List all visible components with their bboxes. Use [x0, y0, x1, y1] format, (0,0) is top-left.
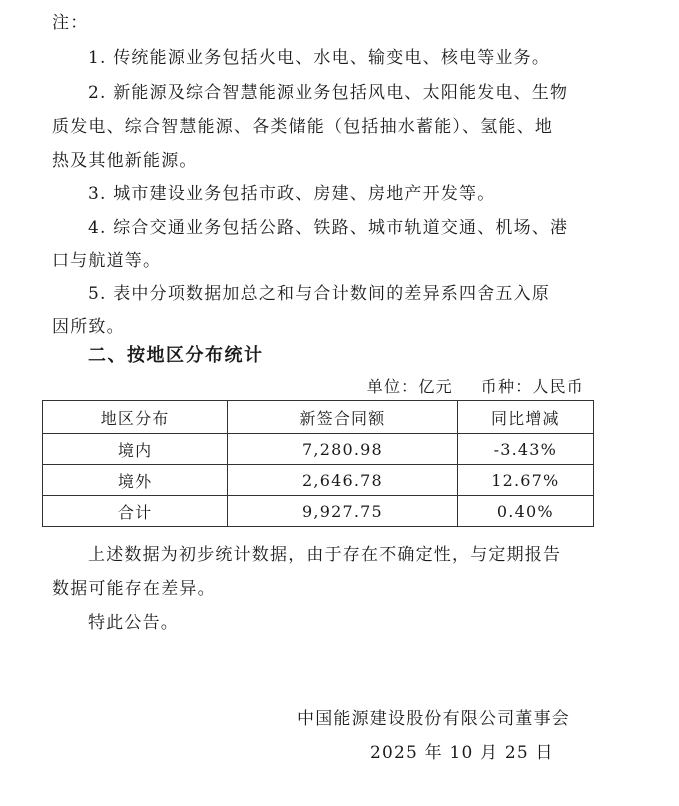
note-line-3: 质发电、综合智慧能源、各类储能（包括抽水蓄能）、氢能、地 — [52, 117, 554, 137]
cell-amount: 9,927.75 — [228, 496, 457, 527]
note-line-4: 热及其他新能源。 — [52, 151, 198, 171]
table-row — [43, 496, 594, 527]
table-row — [43, 465, 594, 496]
unit-line — [367, 376, 584, 398]
header-region: 地区分布 — [43, 401, 228, 434]
note-line-5: 3. 城市建设业务包括市政、房建、房地产开发等。 — [88, 184, 496, 204]
note-line-8: 5. 表中分项数据加总之和与合计数间的差异系四舍五入原 — [88, 284, 551, 304]
disclaimer-line-2: 数据可能存在差异。 — [52, 579, 216, 599]
note-line-2: 2. 新能源及综合智慧能源业务包括风电、太阳能发电、生物 — [88, 83, 569, 103]
header-yoy-change: 同比增减 — [457, 401, 593, 434]
closing-text: 特此公告。 — [88, 613, 179, 633]
cell-amount: 7,280.98 — [228, 434, 457, 465]
currency-label: 币种：人民币 — [480, 377, 584, 396]
cell-change: 12.67% — [457, 465, 593, 496]
signature-company: 中国能源建设股份有限公司董事会 — [297, 709, 570, 729]
region-stats-table — [42, 400, 594, 527]
unit-label: 单位：亿元 — [366, 377, 453, 396]
cell-change: 0.40% — [457, 496, 593, 527]
note-line-6: 4. 综合交通业务包括公路、铁路、城市轨道交通、机场、港 — [88, 218, 569, 238]
cell-change: -3.43% — [457, 434, 593, 465]
cell-region: 境外 — [43, 465, 228, 496]
notes-label: 注： — [52, 13, 89, 33]
note-line-9: 因所致。 — [52, 317, 125, 337]
table-row — [43, 434, 594, 465]
disclaimer-line-1: 上述数据为初步统计数据，由于存在不确定性，与定期报告 — [88, 545, 562, 565]
header-new-contract-amount: 新签合同额 — [228, 401, 457, 434]
note-line-1: 1. 传统能源业务包括火电、水电、输变电、核电等业务。 — [88, 48, 551, 68]
cell-region: 合计 — [43, 496, 228, 527]
section-title: 二、按地区分布统计 — [88, 345, 264, 366]
cell-amount: 2,646.78 — [228, 465, 457, 496]
signature-date: 2025 年 10 月 25 日 — [370, 743, 554, 763]
cell-region: 境内 — [43, 434, 228, 465]
note-line-7: 口与航道等。 — [52, 251, 162, 271]
table-header-row — [43, 401, 594, 434]
